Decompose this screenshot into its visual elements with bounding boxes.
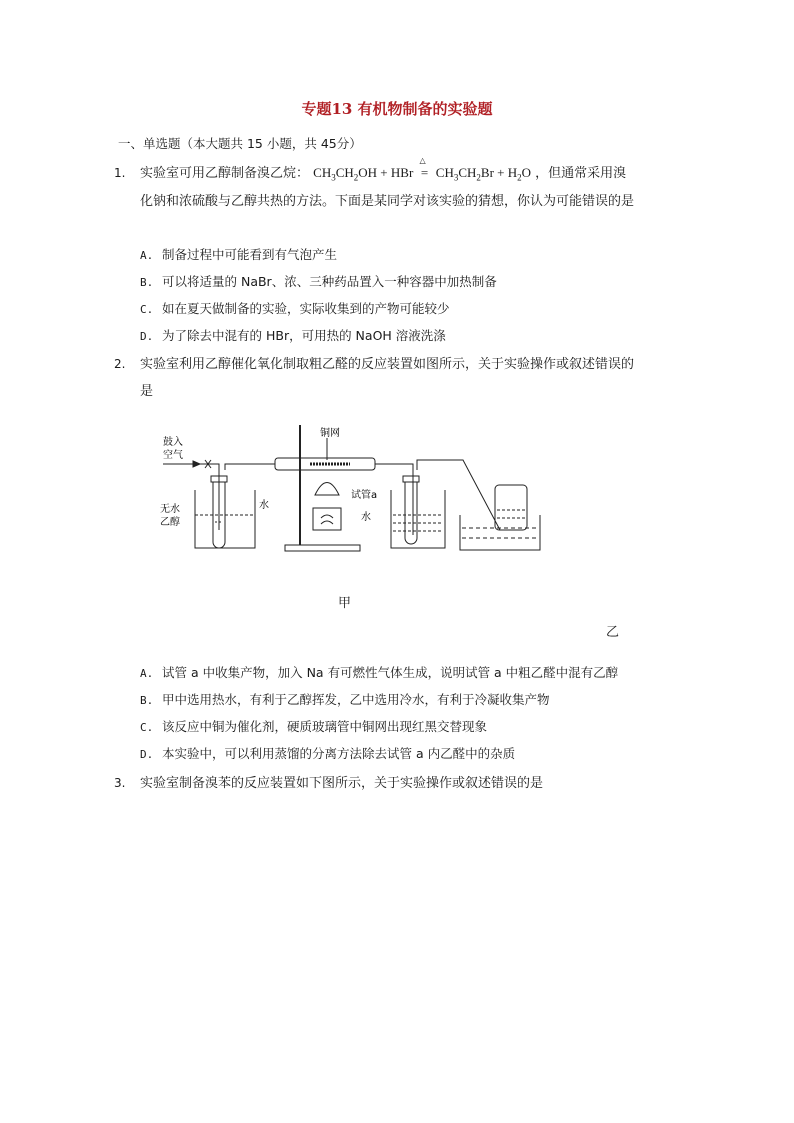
label-water-left: 水 — [259, 500, 269, 511]
right-beaker — [391, 490, 445, 548]
figure-caption-left: 甲 — [338, 596, 352, 611]
apparatus-diagram — [155, 420, 545, 555]
question-3-line-1: 实验室制备溴苯的反应装置如下图所示，关于实验操作或叙述错误的是 — [140, 776, 544, 791]
question-1-line-1 — [140, 156, 627, 183]
question-2-line-1: 实验室利用乙醇催化氧化制取粗乙醛的反应装置如图所示，关于实验操作或叙述错误的 — [140, 357, 635, 372]
question-number: 2. — [114, 357, 126, 371]
option-c: C. 该反应中铜为催化剂，硬质玻璃管中铜网出现红黑交替现象 — [140, 719, 488, 734]
figure-caption-right: 乙 — [606, 625, 620, 640]
label-air-2: 空气 — [163, 450, 183, 461]
label-ethanol-1: 无水 — [160, 504, 180, 515]
question-1-intro-end: ，但通常采用溴 — [535, 166, 627, 181]
option-b: B. 甲中选用热水，有利于乙醇挥发，乙中选用冷水，有利于冷凝收集产物 — [140, 692, 550, 707]
page-title: 专题13 有机物制备的实验题 — [301, 100, 493, 118]
lamp-box — [313, 508, 341, 530]
section-heading: 一、单选题（本大题共 15 小题，共 45分） — [118, 136, 362, 151]
label-water-right: 水 — [361, 512, 371, 523]
inlet-tube — [200, 464, 219, 530]
right-beaker-water — [393, 515, 443, 531]
option-c: C. 如在夏天做制备的实验，实际收集到的产物可能较少 — [140, 301, 450, 316]
delivery-tube — [375, 464, 413, 535]
option-a: A. 制备过程中可能看到有气泡产生 — [140, 247, 338, 262]
question-2-line-2: 是 — [140, 384, 154, 399]
label-air-1: 鼓入 — [163, 437, 183, 448]
option-d: D. 本实验中，可以利用蒸馏的分离方法除去试管 a 内乙醛中的杂质 — [140, 746, 516, 761]
arrow-head — [193, 461, 200, 467]
question-number: 3. — [114, 776, 126, 790]
flame — [315, 483, 339, 496]
option-d: D. 为了除去中混有的 HBr，可用热的 NaOH 溶液洗涤 — [140, 328, 446, 343]
test-tube-a — [405, 482, 417, 544]
reaction-equation: $CH_3CH_2OH$ + HBr △ = $CH_3CH_2Br + H_2O$ — [313, 156, 532, 183]
water-trough — [460, 515, 540, 550]
question-1-intro: 实验室可用乙醇制备溴乙烷： — [140, 166, 310, 181]
label-copper: 铜网 — [320, 428, 340, 439]
label-tube-a: 试管a — [351, 490, 378, 501]
option-a: A. 试管 a 中收集产物，加入 Na 有可燃性气体生成，说明试管 a 中粗乙醛中混有乙醇 — [140, 665, 619, 680]
option-b: B. 可以将适量的 NaBr、浓、三种药品置入一种容器中加热制备 — [140, 274, 497, 289]
question-number: 1. — [114, 166, 126, 180]
question-1-line-2: 化钠和浓硫酸与乙醇共热的方法。下面是某同学对该实验的猜想，你认为可能错误的是 — [140, 194, 635, 209]
iron-stand-base — [285, 545, 360, 551]
label-ethanol-2: 乙醇 — [160, 517, 180, 528]
gas-tube — [417, 460, 500, 530]
connecting-tube — [225, 464, 275, 470]
collecting-bottle — [495, 485, 527, 530]
